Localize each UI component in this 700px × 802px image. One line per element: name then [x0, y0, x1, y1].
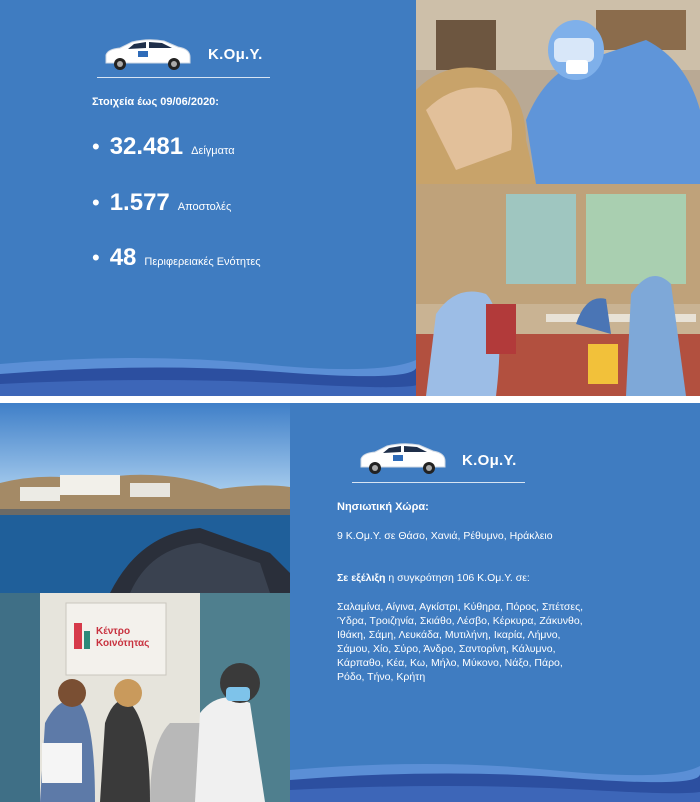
stat-value: 32.481: [109, 133, 184, 160]
islands-line: Ύδρα, Τροιζηνία, Σκιάθο, Λέσβο, Κέρκυρα, Ζάκυνθο,: [337, 615, 583, 627]
stats-slide: [0, 0, 416, 396]
title-divider: [352, 482, 525, 483]
island-units-slide: [290, 403, 700, 802]
stat-value: 1.577: [109, 189, 170, 216]
islands-line: Κάρπαθο, Κέα, Κω, Μήλο, Μύκονο, Νάξο, Πάρο,: [337, 657, 563, 669]
islands-line: Σαλαμίνα, Αίγινα, Αγκίστρι, Κύθηρα, Πόρος, Σπέτσες,: [337, 601, 584, 613]
community-center-photo: [0, 593, 290, 802]
bullet-icon: •: [92, 190, 100, 215]
islands-line: Ιθάκη, Σάμη, Λευκάδα, Μυτιλήνη, Ικαρία, Λήμνο,: [337, 629, 561, 641]
sign-line: Κοινότητας: [96, 638, 150, 649]
stat-value: 48: [109, 244, 137, 271]
stat-label: Περιφερειακές Ενότητες: [144, 256, 261, 268]
in-progress-text: [337, 571, 530, 585]
stat-label: Αποστολές: [177, 201, 232, 213]
brand-title: Κ.Ομ.Υ.: [462, 452, 517, 469]
mobile-unit-car-icon: [355, 441, 449, 477]
islands-line: Σάμου, Χίο, Σύρο, Άνδρο, Σαντορίνη, Κάλυμνο,: [337, 643, 556, 655]
stat-label: Δείγματα: [191, 145, 235, 157]
bullet-icon: •: [92, 134, 100, 159]
islands-line: Ρόδο, Τήνο, Κρήτη: [337, 671, 426, 683]
in-progress-emphasis: Σε εξέλιξη: [337, 572, 386, 584]
stat-shipments: [92, 191, 231, 215]
decorative-wave: [290, 756, 700, 802]
stat-samples: [92, 135, 235, 159]
existing-units-text: 9 Κ.Ομ.Υ. σε Θάσο, Χανιά, Ρέθυμνο, Ηράκλειο: [337, 530, 553, 542]
island-harbor-photo: [0, 403, 290, 593]
bullet-icon: •: [92, 245, 100, 270]
decorative-wave: [0, 350, 416, 396]
sign-line: Κέντρο: [96, 626, 131, 637]
title-divider: [97, 77, 270, 78]
mobile-unit-car-icon: [100, 37, 194, 73]
testing-site-photo: [416, 184, 700, 396]
island-heading: Νησιωτική Χώρα:: [337, 501, 429, 513]
islands-list: [337, 600, 687, 684]
stat-regional-units: [92, 246, 261, 270]
in-progress-rest: η συγκρότηση 106 Κ.Ομ.Υ. σε:: [385, 572, 530, 584]
brand-title: Κ.Ομ.Υ.: [208, 46, 263, 63]
community-center-sign: [96, 626, 164, 650]
swab-test-photo: [416, 0, 700, 184]
data-date-heading: Στοιχεία έως 09/06/2020:: [92, 96, 219, 108]
